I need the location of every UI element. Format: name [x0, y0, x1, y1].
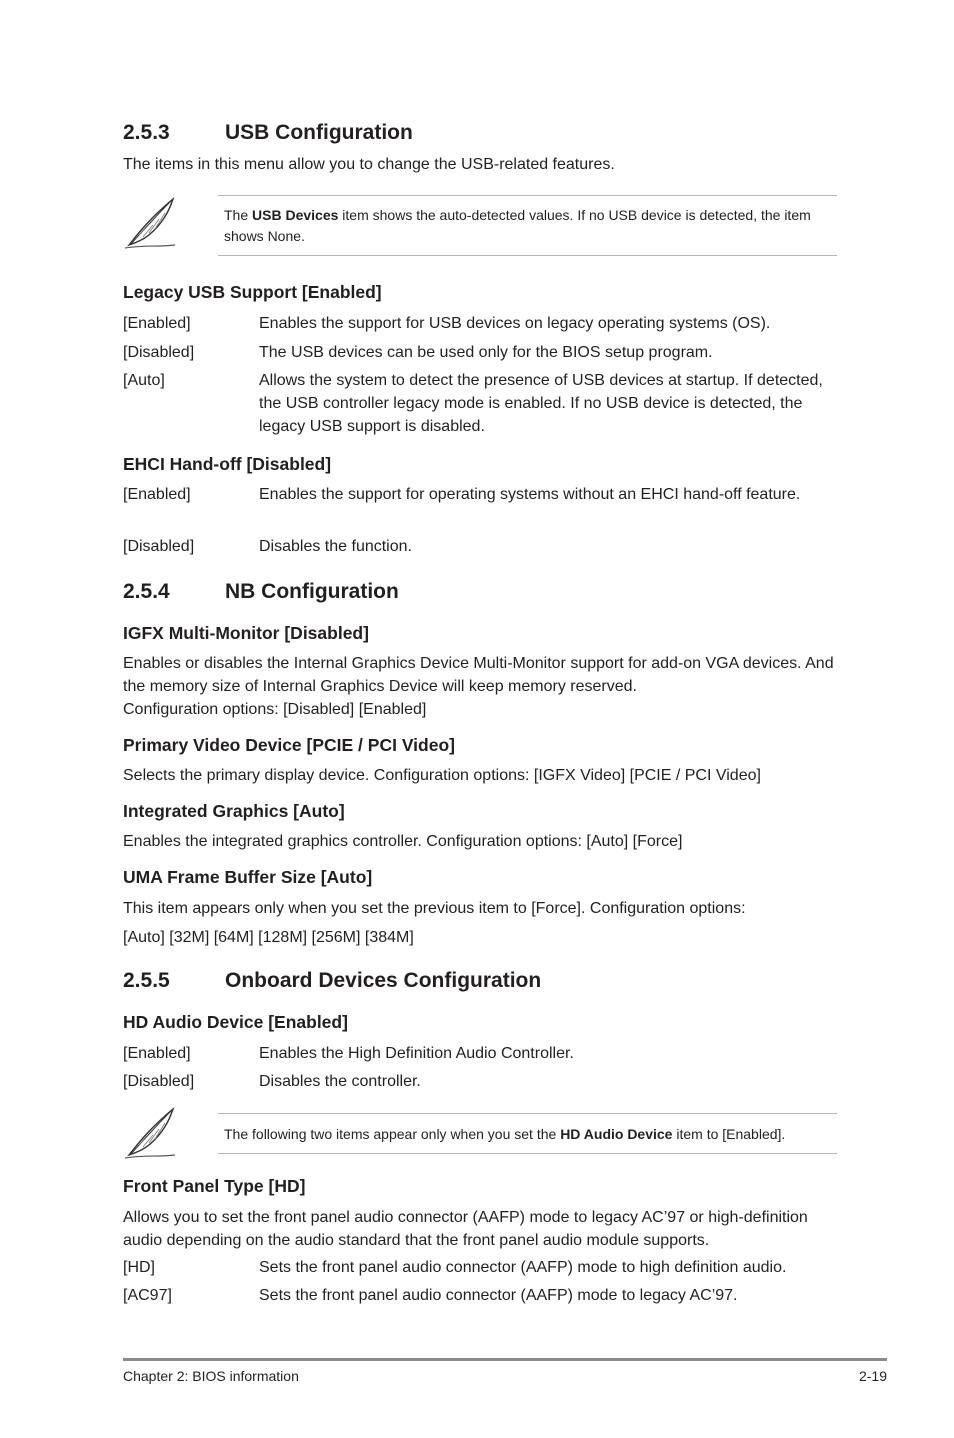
- option-key: [Enabled]: [123, 1045, 191, 1062]
- option-desc: The USB devices can be used only for the BIOS setup program.: [259, 344, 713, 361]
- note-top-rule: [218, 195, 837, 196]
- option-desc: Enables the High Definition Audio Controller.: [259, 1045, 574, 1062]
- note-bottom-rule: [218, 1153, 837, 1154]
- option-key: [Enabled]: [123, 315, 191, 332]
- section-title: NB Configuration: [225, 580, 399, 603]
- item-heading-ehci: EHCI Hand-off [Disabled]: [123, 454, 332, 474]
- option-key: [Disabled]: [123, 344, 195, 361]
- item-heading-legacy-usb: Legacy USB Support [Enabled]: [123, 282, 382, 302]
- option-desc: Sets the front panel audio connector (AAFP) mode to high definition audio.: [259, 1259, 787, 1276]
- footer-page-number: 2-19: [858, 1368, 887, 1384]
- option-key: [Auto]: [123, 372, 165, 389]
- option-desc: Enables the support for USB devices on legacy operating systems (OS).: [259, 315, 771, 332]
- section-intro: The items in this menu allow you to change the USB-related features.: [123, 156, 615, 173]
- option-desc: Enables the support for operating systems without an EHCI hand-off feature.: [259, 486, 801, 503]
- note-text: The following two items appear only when you set the HD Audio Device item to [Enabled].: [224, 1126, 786, 1142]
- section-heading-onboard-devices: [123, 969, 541, 993]
- feather-pen-icon: [123, 195, 179, 251]
- section-title: Onboard Devices Configuration: [225, 969, 542, 992]
- feather-pen-icon: [123, 1105, 179, 1161]
- item-heading-integrated-graphics: Integrated Graphics [Auto]: [123, 801, 345, 821]
- option-desc: Disables the function.: [259, 538, 412, 555]
- item-config-options: [Auto] [32M] [64M] [128M] [256M] [384M]: [123, 929, 414, 946]
- item-config-options: Configuration options: [Disabled] [Enabled]: [123, 701, 427, 718]
- option-key: [Disabled]: [123, 538, 195, 555]
- item-heading-front-panel: Front Panel Type [HD]: [123, 1176, 306, 1196]
- note-top-rule: [218, 1113, 837, 1114]
- item-heading-uma: UMA Frame Buffer Size [Auto]: [123, 867, 373, 887]
- section-title: USB Configuration: [225, 121, 413, 144]
- option-desc: Disables the controller.: [259, 1073, 421, 1090]
- item-body: Enables the integrated graphics controller. Configuration options: [Auto] [Force]: [123, 833, 683, 850]
- item-heading-igfx: IGFX Multi-Monitor [Disabled]: [123, 623, 369, 643]
- section-number: 2.5.3: [123, 121, 170, 144]
- footer-rule: [123, 1358, 887, 1361]
- item-heading-hd-audio: HD Audio Device [Enabled]: [123, 1012, 348, 1032]
- section-heading-usb-configuration: [123, 121, 413, 145]
- note-emphasis: HD Audio Device: [560, 1126, 673, 1142]
- note-bottom-rule: [218, 255, 837, 256]
- note-emphasis: USB Devices: [252, 207, 339, 223]
- note-text: The USB Devices item shows the auto-detected values. If no USB device is detected, the item shows None.: [224, 207, 811, 244]
- item-body: Enables or disables the Internal Graphics Device Multi-Monitor support for add-on VGA devices. And the memory size of Internal Graphics Device will keep memory reserved.: [123, 655, 834, 695]
- option-desc: Sets the front panel audio connector (AAFP) mode to legacy AC’97.: [259, 1287, 738, 1304]
- section-number: 2.5.5: [123, 969, 170, 992]
- item-body: Allows you to set the front panel audio connector (AAFP) mode to legacy AC’97 or high-definition audio depending on the audio standard that the front panel audio module supports.: [123, 1209, 808, 1249]
- item-body: This item appears only when you set the previous item to [Force]. Configuration options:: [123, 900, 746, 917]
- item-body: Selects the primary display device. Configuration options: [IGFX Video] [PCIE / PCI Video]: [123, 767, 761, 784]
- option-key: [AC97]: [123, 1287, 172, 1304]
- section-heading-nb-configuration: [123, 580, 399, 604]
- option-desc: Allows the system to detect the presence of USB devices at startup. If detected, the USB controller legacy mode is enabled. If no USB device is detected, the legacy USB support is disabled.: [259, 372, 823, 435]
- option-key: [Disabled]: [123, 1073, 195, 1090]
- option-key: [Enabled]: [123, 486, 191, 503]
- option-key: [HD]: [123, 1259, 155, 1276]
- item-heading-primary-video: Primary Video Device [PCIE / PCI Video]: [123, 735, 455, 755]
- footer-chapter: Chapter 2: BIOS information: [123, 1368, 299, 1384]
- section-number: 2.5.4: [123, 580, 170, 603]
